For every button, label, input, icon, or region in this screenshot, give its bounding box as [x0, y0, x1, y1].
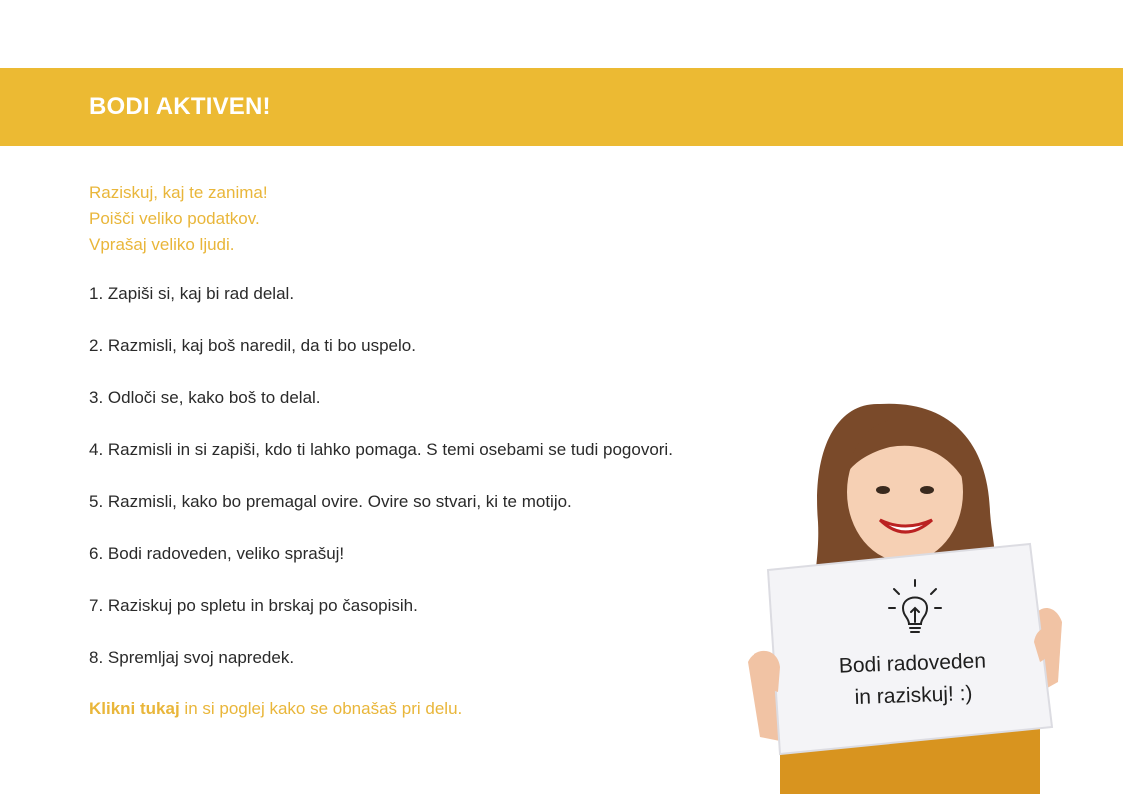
steps-list [89, 284, 673, 700]
step-item: 1. Zapiši si, kaj bi rad delal. [89, 284, 295, 303]
step-item: 8. Spremljaj svoj napredek. [89, 648, 295, 667]
step-item: 7. Raziskuj po spletu in brskaj po časopisih. [89, 596, 418, 615]
click-here-link[interactable]: Klikni tukaj [89, 699, 180, 718]
sign-text [807, 644, 1019, 715]
header-banner [0, 68, 1123, 146]
intro-line: Poišči veliko podatkov. [89, 209, 260, 228]
intro-line: Vprašaj veliko ljudi. [89, 235, 235, 254]
step-item: 4. Razmisli in si zapiši, kdo ti lahko pomaga. S temi osebami se tudi pogovori. [89, 440, 673, 459]
sign-line: in raziskuj! :) [854, 681, 973, 710]
intro-block [89, 180, 268, 258]
step-item: 5. Razmisli, kako bo premagal ovire. Ovire so stvari, ki te motijo. [89, 492, 572, 511]
cta-text: in si poglej kako se obnašaš pri delu. [179, 699, 463, 718]
step-item: 3. Odloči se, kako boš to delal. [89, 388, 321, 407]
cta-line [89, 698, 462, 720]
page-title: BODI AKTIVEN! [89, 93, 271, 120]
step-item: 6. Bodi radoveden, veliko sprašuj! [89, 544, 345, 563]
intro-line: Raziskuj, kaj te zanima! [89, 183, 268, 202]
sign-line: Bodi radoveden [838, 649, 987, 678]
girl-holding-sign-illustration [740, 392, 1070, 794]
step-item: 2. Razmisli, kaj boš naredil, da ti bo uspelo. [89, 336, 416, 355]
